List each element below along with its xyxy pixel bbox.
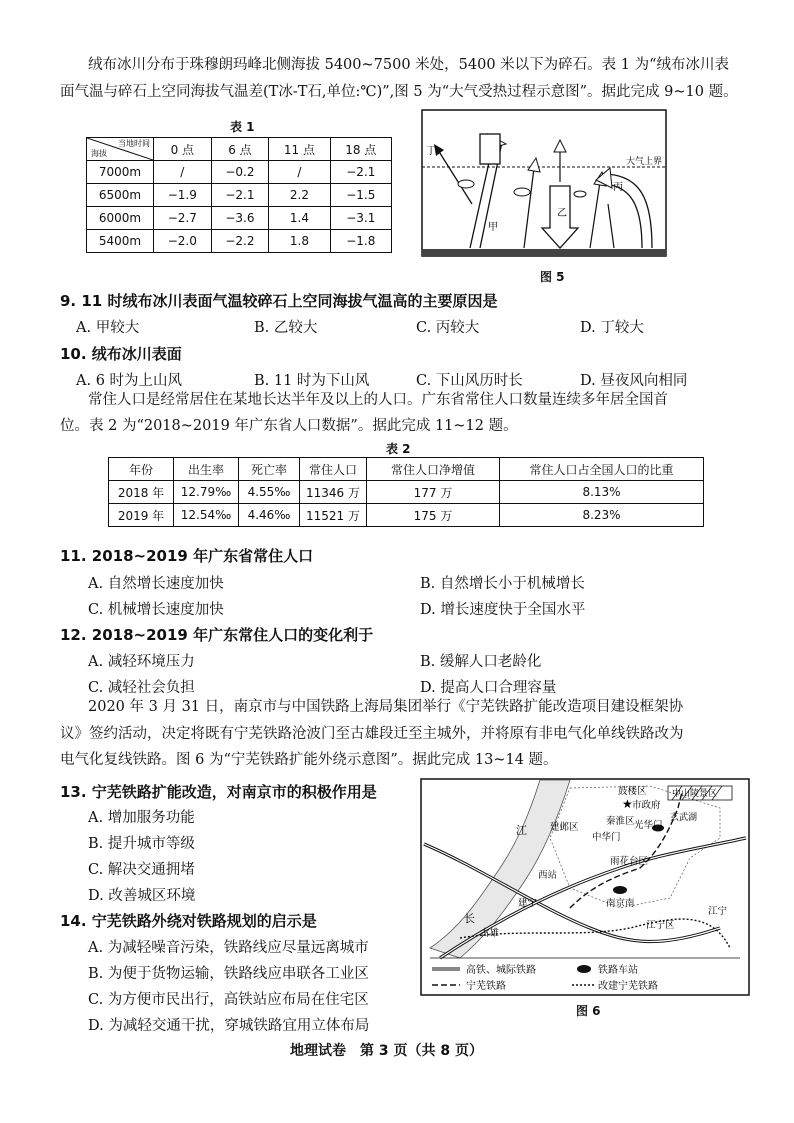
figure-5-atmosphere-heating (420, 108, 668, 260)
figure-6-railway-map (420, 778, 750, 996)
fig6-legend-ningwu: 宁芜铁路 (466, 981, 506, 992)
table1-header: 6 点 (211, 138, 269, 161)
q10-option-c[interactable]: C. 下山风历时长 (416, 373, 523, 389)
table1-cell: / (154, 161, 212, 184)
fig5-label-jia: 甲 (488, 222, 498, 233)
table1-altitude: 6000m (87, 207, 154, 230)
table1-altitude: 7000m (87, 161, 154, 184)
table1-cell: −3.1 (330, 207, 391, 230)
fig6-legend-station: 铁路车站 (598, 965, 638, 976)
q13-option-d[interactable]: D. 改善城区环境 (88, 888, 196, 904)
table1-corner-bottom: 海拔 (91, 149, 107, 158)
q12-option-c[interactable]: C. 减轻社会负担 (88, 680, 195, 696)
q10-stem: 10. 绒布冰川表面 (60, 345, 182, 363)
table2-cell: 12.79‰ (174, 481, 239, 504)
table1-altitude: 6500m (87, 184, 154, 207)
q13-option-c[interactable]: C. 解决交通拥堵 (88, 862, 195, 878)
fig6-label: 江宁 (708, 906, 728, 917)
table1-cell: −2.1 (211, 184, 269, 207)
table-row (87, 207, 392, 230)
q9-option-d[interactable]: D. 丁较大 (580, 320, 644, 336)
fig6-label: 西站 (538, 870, 558, 881)
fig6-label: 秦淮区 (606, 816, 635, 827)
fig6-label: 古雄 (480, 928, 500, 939)
fig6-legend-station-symbol (577, 965, 591, 973)
table1-cell: −1.9 (154, 184, 212, 207)
table2-header: 死亡率 (239, 458, 300, 481)
table2 (108, 457, 704, 527)
table2-caption: 表 2 (386, 442, 411, 456)
q9-option-c[interactable]: C. 丙较大 (416, 320, 480, 336)
q12-option-b[interactable]: B. 缓解人口老龄化 (420, 654, 542, 670)
table2-header: 常住人口净增值 (367, 458, 500, 481)
table1-cell: −0.2 (211, 161, 269, 184)
table1-corner-top: 当地时间 (118, 139, 150, 148)
table-row (109, 481, 704, 504)
fig6-label: 建宁 (518, 898, 538, 909)
fig5-ground (422, 249, 666, 256)
q10-option-b[interactable]: B. 11 时为下山风 (254, 373, 370, 389)
table2-header: 常住人口 (300, 458, 367, 481)
fig5-incoming-radiation (480, 134, 500, 164)
fig6-label: 建邺区 (550, 822, 579, 833)
fig5-label-bing: 丙 (613, 182, 623, 193)
table1-header: 18 点 (330, 138, 391, 161)
fig6-legend-hsr: 高铁、城际铁路 (466, 965, 536, 976)
q11-option-a[interactable]: A. 自然增长速度加快 (88, 576, 224, 592)
q12-option-d[interactable]: D. 提高人口合理容量 (420, 680, 557, 696)
table1-cell: −2.2 (211, 230, 269, 253)
table2-cell: 11521 万 (300, 504, 367, 527)
fig6-label: 玄武湖 (670, 813, 698, 823)
q14-option-a[interactable]: A. 为减轻噪音污染，铁路线应尽量远离城市 (88, 940, 369, 956)
q9-option-b[interactable]: B. 乙较大 (254, 320, 318, 336)
fig6-caption: 图 6 (576, 1004, 601, 1018)
q13-option-b[interactable]: B. 提升城市等级 (88, 836, 195, 852)
intro3-line-2: 议》签约活动，决定将既有宁芜铁路沧波门至古雄段迁至主城外，并将原有非电气化单线铁路改为 (60, 726, 684, 742)
q13-option-a[interactable]: A. 增加服务功能 (88, 810, 195, 826)
fig5-cloud (574, 191, 586, 197)
intro2-line-1: 常住人口是经常居住在某地长达半年及以上的人口。广东省常住人口数量连续多年居全国首 (88, 392, 668, 408)
table1-corner (87, 138, 154, 161)
table2-header: 年份 (109, 458, 174, 481)
table2-cell: 2018 年 (109, 481, 174, 504)
table2-cell: 4.46‰ (239, 504, 300, 527)
table2-header: 出生率 (174, 458, 239, 481)
fig5-label-top: 大气上界 (626, 157, 663, 167)
table2-cell: 8.23% (500, 504, 704, 527)
fig5-cloud (458, 180, 474, 188)
fig5-cloud (514, 188, 530, 196)
q14-option-b[interactable]: B. 为便于货物运输，铁路线应串联各工业区 (88, 966, 369, 982)
table1-cell: 2.2 (269, 184, 330, 207)
page-footer: 地理试卷 第 3 页（共 8 页） (290, 1043, 483, 1059)
intro2-line-2: 位。表 2 为“2018~2019 年广东省人口数据”。据此完成 11~12 题。 (60, 418, 518, 434)
intro-line-2: 面气温与碎石上空同海拔气温差(T冰-T石,单位:℃)”,图 5 为“大气受热过程示意图”。据此完成 9~10 题。 (60, 84, 738, 100)
table1-caption: 表 1 (230, 120, 255, 134)
fig6-label: 雨花台区 (610, 856, 649, 867)
fig6-label: 江宁区 (646, 920, 675, 931)
q12-option-a[interactable]: A. 减轻环境压力 (88, 654, 195, 670)
table2-cell: 8.13% (500, 481, 704, 504)
q14-stem: 14. 宁芜铁路外绕对铁路规划的启示是 (60, 912, 317, 930)
table-row (87, 161, 392, 184)
q9-option-a[interactable]: A. 甲较大 (76, 320, 140, 336)
table2-header: 常住人口占全国人口的比重 (500, 458, 704, 481)
intro3-line-1: 2020 年 3 月 31 日，南京市与中国铁路上海局集团举行《宁芜铁路扩能改造项目建设框架协 (88, 699, 684, 715)
q14-option-c[interactable]: C. 为方便市民出行，高铁站应布局在住宅区 (88, 992, 369, 1008)
table-row (109, 504, 704, 527)
table1-header: 11 点 (269, 138, 330, 161)
table1-cell: 1.8 (269, 230, 330, 253)
fig6-label: 光华门 (634, 820, 663, 831)
fig5-caption: 图 5 (540, 270, 565, 284)
table1-altitude: 5400m (87, 230, 154, 253)
table1-cell: 1.4 (269, 207, 330, 230)
table2-cell: 11346 万 (300, 481, 367, 504)
table2-cell: 175 万 (367, 504, 500, 527)
fig6-label: 中华门 (592, 832, 621, 843)
table2-cell: 2019 年 (109, 504, 174, 527)
table1 (86, 137, 392, 253)
fig5-label-yi: 乙 (557, 208, 567, 219)
q13-stem: 13. 宁芜铁路扩能改造，对南京市的积极作用是 (60, 783, 377, 801)
q11-option-b[interactable]: B. 自然增长小于机械增长 (420, 576, 585, 592)
fig6-label: 长 (464, 912, 475, 925)
q11-stem: 11. 2018~2019 年广东省常住人口 (60, 547, 314, 565)
q10-option-d[interactable]: D. 昼夜风向相同 (580, 373, 688, 389)
table1-cell: −1.5 (330, 184, 391, 207)
table1-cell: −3.6 (211, 207, 269, 230)
table1-cell: −2.0 (154, 230, 212, 253)
fig6-label: 市政府 (632, 800, 661, 811)
fig5-label-ding: 丁 (426, 146, 436, 157)
q10-option-a[interactable]: A. 6 时为上山风 (76, 373, 183, 389)
fig6-frame (421, 779, 749, 995)
q11-option-c[interactable]: C. 机械增长速度加快 (88, 602, 224, 618)
table-row (87, 184, 392, 207)
intro3-line-3: 电气化复线铁路。图 6 为“宁芜铁路扩能外绕示意图”。据此完成 13~14 题。 (60, 752, 558, 768)
fig6-label: 中山陵景区 (672, 789, 718, 799)
fig6-label: 江 (516, 824, 527, 837)
q9-stem: 9. 11 时绒布冰川表面气温较碎石上空同海拔气温高的主要原因是 (60, 292, 498, 310)
fig6-label: 南京南 (606, 898, 635, 909)
fig6-station-nanjing-south (613, 886, 627, 894)
table1-cell: −2.7 (154, 207, 212, 230)
fig6-legend-rebuilt: 改建宁芜铁路 (598, 981, 658, 992)
table1-cell: / (269, 161, 330, 184)
q11-option-d[interactable]: D. 增长速度快于全国水平 (420, 602, 586, 618)
table1-cell: −2.1 (330, 161, 391, 184)
intro-line-1: 绒布冰川分布于珠穆朗玛峰北侧海拔 5400~7500 米处，5400 米以下为碎石。表 1 为“绒布冰川表 (88, 57, 730, 73)
q14-option-d[interactable]: D. 为减轻交通干扰，穿城铁路宜用立体布局 (88, 1018, 370, 1034)
table2-cell: 4.55‰ (239, 481, 300, 504)
table1-header: 0 点 (154, 138, 212, 161)
q12-stem: 12. 2018~2019 年广东常住人口的变化利于 (60, 626, 374, 644)
star-icon: ★ (622, 797, 633, 811)
table2-cell: 12.54‰ (174, 504, 239, 527)
table1-cell: −1.8 (330, 230, 391, 253)
fig6-label: 鼓楼区 (618, 786, 647, 797)
table2-cell: 177 万 (367, 481, 500, 504)
table-row (87, 230, 392, 253)
